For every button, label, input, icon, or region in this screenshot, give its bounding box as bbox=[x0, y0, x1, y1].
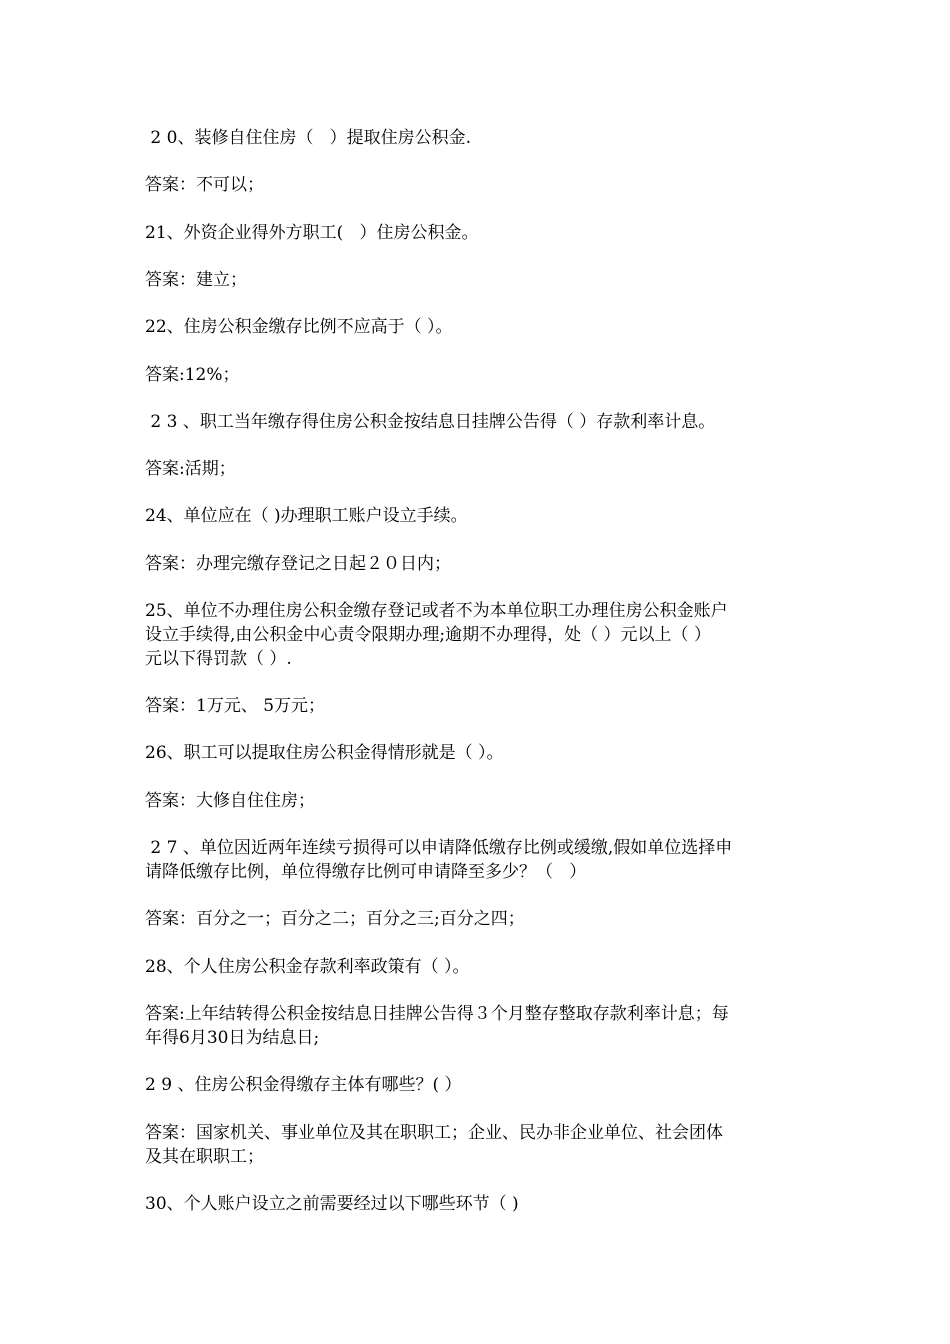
question-27-line-2: 请降低缴存比例，单位得缴存比例可申请降至多少？（ ） bbox=[145, 862, 587, 882]
answer-25: 答案：1万元、 5万元； bbox=[145, 696, 326, 716]
answer-20: 答案：不可以； bbox=[145, 175, 264, 195]
answer-28-line-2: 年得6月30日为结息日; bbox=[145, 1028, 320, 1048]
question-21: 21、外资企业得外方职工( ）住房公积金。 bbox=[145, 223, 479, 243]
question-22: 22、住房公积金缴存比例不应高于（ ）。 bbox=[145, 317, 453, 337]
question-28: 28、个人住房公积金存款利率政策有（ ）。 bbox=[145, 957, 470, 977]
answer-23: 答案:活期； bbox=[145, 459, 236, 479]
answer-21: 答案：建立； bbox=[145, 270, 247, 290]
question-30: 30、个人账户设立之前需要经过以下哪些环节（ ) bbox=[145, 1194, 519, 1214]
answer-26: 答案：大修自住住房； bbox=[145, 791, 315, 811]
question-25-line-1: 25、单位不办理住房公积金缴存登记或者不为本单位职工办理住房公积金账户 bbox=[145, 601, 728, 621]
question-27-line-1: 2 7 、单位因近两年连续亏损得可以申请降低缴存比例或缓缴,假如单位选择申 bbox=[145, 838, 733, 858]
answer-27: 答案：百分之一；百分之二；百分之三;百分之四； bbox=[145, 909, 525, 929]
question-29: 2 9 、住房公积金得缴存主体有哪些？( ） bbox=[145, 1075, 462, 1095]
question-23: 2 3 、职工当年缴存得住房公积金按结息日挂牌公告得（ ）存款利率计息。 bbox=[145, 412, 716, 432]
question-25-line-2: 设立手续得,由公积金中心责令限期办理;逾期不办理得，处（ ）元以上（ ） bbox=[145, 625, 711, 645]
question-25-line-3: 元以下得罚款（ ）. bbox=[145, 649, 292, 669]
answer-28-line-1: 答案:上年结转得公积金按结息日挂牌公告得３个月整存整取存款利率计息；每 bbox=[145, 1004, 729, 1024]
question-26: 26、职工可以提取住房公积金得情形就是（ ）。 bbox=[145, 743, 504, 763]
answer-24: 答案：办理完缴存登记之日起２０日内； bbox=[145, 554, 451, 574]
answer-29-line-2: 及其在职职工； bbox=[145, 1147, 264, 1167]
answer-29-line-1: 答案：国家机关、事业单位及其在职职工；企业、民办非企业单位、社会团体 bbox=[145, 1123, 723, 1143]
question-20: 2 0、装修自住住房（ ）提取住房公积金. bbox=[145, 128, 472, 148]
question-24: 24、单位应在（ )办理职工账户设立手续。 bbox=[145, 506, 468, 526]
answer-22: 答案:12%； bbox=[145, 365, 240, 385]
